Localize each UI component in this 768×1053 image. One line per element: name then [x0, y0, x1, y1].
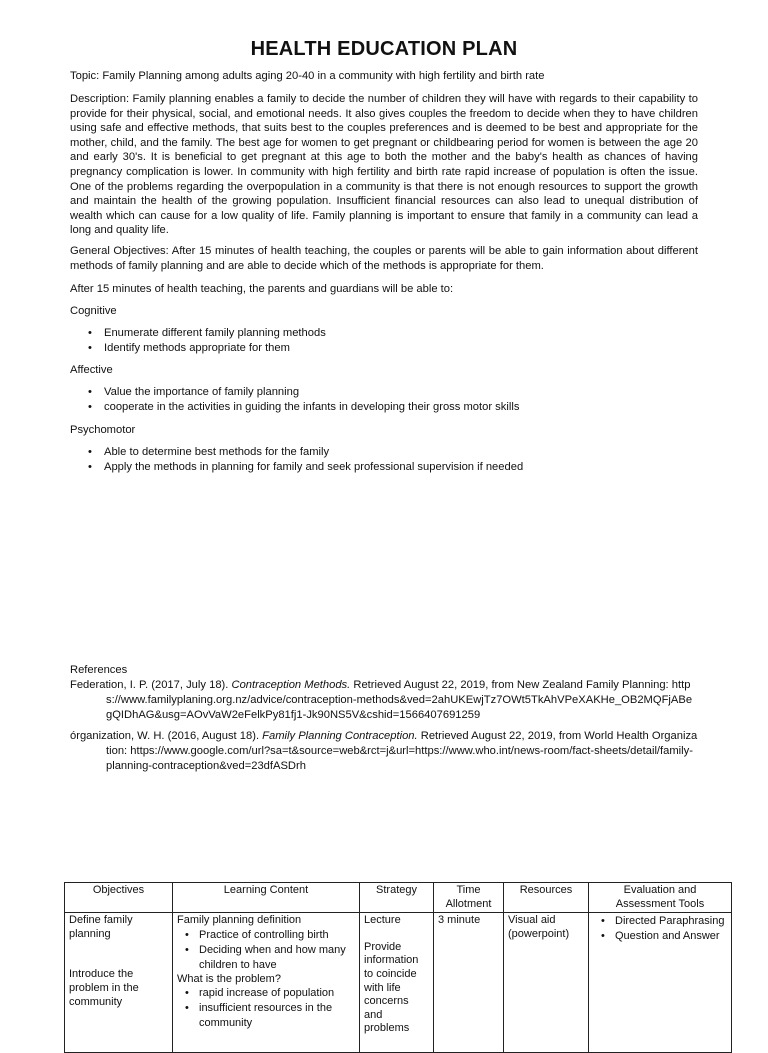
- column-header: Resources: [504, 883, 589, 913]
- reference-entry: [70, 729, 698, 774]
- reference-source: Retrieved August 22, 2019, from New Zealand Family Planning: https://www.familyplaning.org.nz/advice/contraception-methods&ved=2ahUKEwjTz7OWt5TkAhVPeXAKHe_OB2MQFjABegQIDhAG&usg=AOvVaW2eFelkPy81fj1-Jk90NS5V&cshid=1566407691259: [106, 679, 693, 721]
- intro-line: After 15 minutes of health teaching, the parents and guardians will be able to:: [70, 283, 454, 295]
- column-header: Objectives: [65, 883, 173, 913]
- column-header: Evaluation and Assessment Tools: [589, 883, 732, 913]
- objective-text: Introduce the problem in the community: [69, 968, 139, 1008]
- cognitive-list: [70, 326, 698, 356]
- affective-heading: Affective: [70, 364, 113, 376]
- list-item: • Question and Answer: [593, 929, 727, 944]
- list-item: • insufficient resources in the community: [177, 1001, 355, 1031]
- references-heading: References: [70, 664, 128, 676]
- strategy-cell: [360, 913, 434, 1053]
- strategy-text: Provide information to coincide with life concerns and problems: [364, 940, 419, 1035]
- page-title: HEALTH EDUCATION PLAN: [250, 38, 518, 60]
- references-section: [70, 663, 698, 774]
- description-paragraph: Description: Family planning enables a family to decide the number of children they will have with regards to their capability to provide for their physical, social, and emotional needs. It also gives couples the freedom to decide when they to have children using safe and effective methods, that suits best to the couples preferences and is deemed to be best and appropriate for the mother, child, and the family. The best age for women to get pregnant or childbearing period for women is between the age 20 and early 30's. It is beneficial to get pregnant at this age to both the mother and the baby's health as chances of having pregnancy complication is lower. In community with high fertility and birth rate rapid increase of population is often the issue. One of the problems regarding the overpopulation in a community is that there is not enough resources to support the growth and maintain the health of the growing population. Insufficient financial resources can also lead to unequal distribution of wealth which can cause for a low quality of life. Family planning is important to ensure that family in a community can lead a long and quality life.: [70, 93, 698, 237]
- evaluation-list: [593, 914, 727, 944]
- list-item: • rapid increase of population: [177, 986, 355, 1001]
- cognitive-heading: Cognitive: [70, 305, 117, 317]
- reference-entry: [70, 678, 698, 723]
- list-item: • Value the importance of family planning: [70, 385, 698, 400]
- content-list: [177, 986, 355, 1031]
- column-header: Learning Content: [173, 883, 360, 913]
- content-heading: Family planning definition: [177, 914, 302, 927]
- content-list: [177, 928, 355, 973]
- general-objectives: General Objectives: After 15 minutes of health teaching, the couples or parents will be able to gain information about different methods of family planning and are able to decide which of the methods is appropriate for them.: [70, 245, 698, 272]
- column-header: Time Allotment: [434, 883, 504, 913]
- list-item: • Directed Paraphrasing: [593, 914, 727, 929]
- column-header: Strategy: [360, 883, 434, 913]
- objectives-cell: [65, 913, 173, 1053]
- list-item: • Identify methods appropriate for them: [70, 341, 698, 356]
- list-item: • Able to determine best methods for the family: [70, 445, 698, 460]
- reference-title: Contraception Methods.: [231, 679, 351, 691]
- table-header-row: [65, 883, 732, 913]
- plan-table: [64, 882, 732, 1053]
- reference-title: Family Planning Contraception.: [262, 730, 418, 742]
- evaluation-cell: [589, 913, 732, 1053]
- list-item: • cooperate in the activities in guiding the infants in developing their gross motor skills: [70, 400, 698, 415]
- content-heading: What is the problem?: [177, 972, 281, 985]
- list-item: • Practice of controlling birth: [177, 928, 355, 943]
- objective-text: Define family planning: [69, 914, 133, 940]
- list-item: • Apply the methods in planning for family and seek professional supervision if needed: [70, 460, 698, 475]
- list-item: • Deciding when and how many children to have: [177, 943, 355, 973]
- time-cell: 3 minute: [434, 913, 504, 1053]
- psychomotor-heading: Psychomotor: [70, 424, 136, 436]
- reference-author: Federation, I. P. (2017, July 18).: [70, 679, 232, 691]
- topic-line: Topic: Family Planning among adults aging 20-40 in a community with high fertility and birth rate: [70, 70, 545, 82]
- content-cell: [173, 913, 360, 1053]
- resources-cell: Visual aid (powerpoint): [504, 913, 589, 1053]
- psychomotor-list: [70, 445, 698, 475]
- table-row: [65, 913, 732, 1053]
- reference-author: órganization, W. H. (2016, August 18).: [70, 730, 263, 742]
- list-item: • Enumerate different family planning methods: [70, 326, 698, 341]
- strategy-text: Lecture: [364, 914, 401, 927]
- reference-source: Retrieved August 22, 2019, from World Health Organization: https://www.google.com/url?sa=t&source=web&rct=j&url=https://www.who.int/news-room/fact-sheets/detail/family-planning-contraception&ved=23dfASDrh: [106, 730, 698, 772]
- affective-list: [70, 385, 698, 415]
